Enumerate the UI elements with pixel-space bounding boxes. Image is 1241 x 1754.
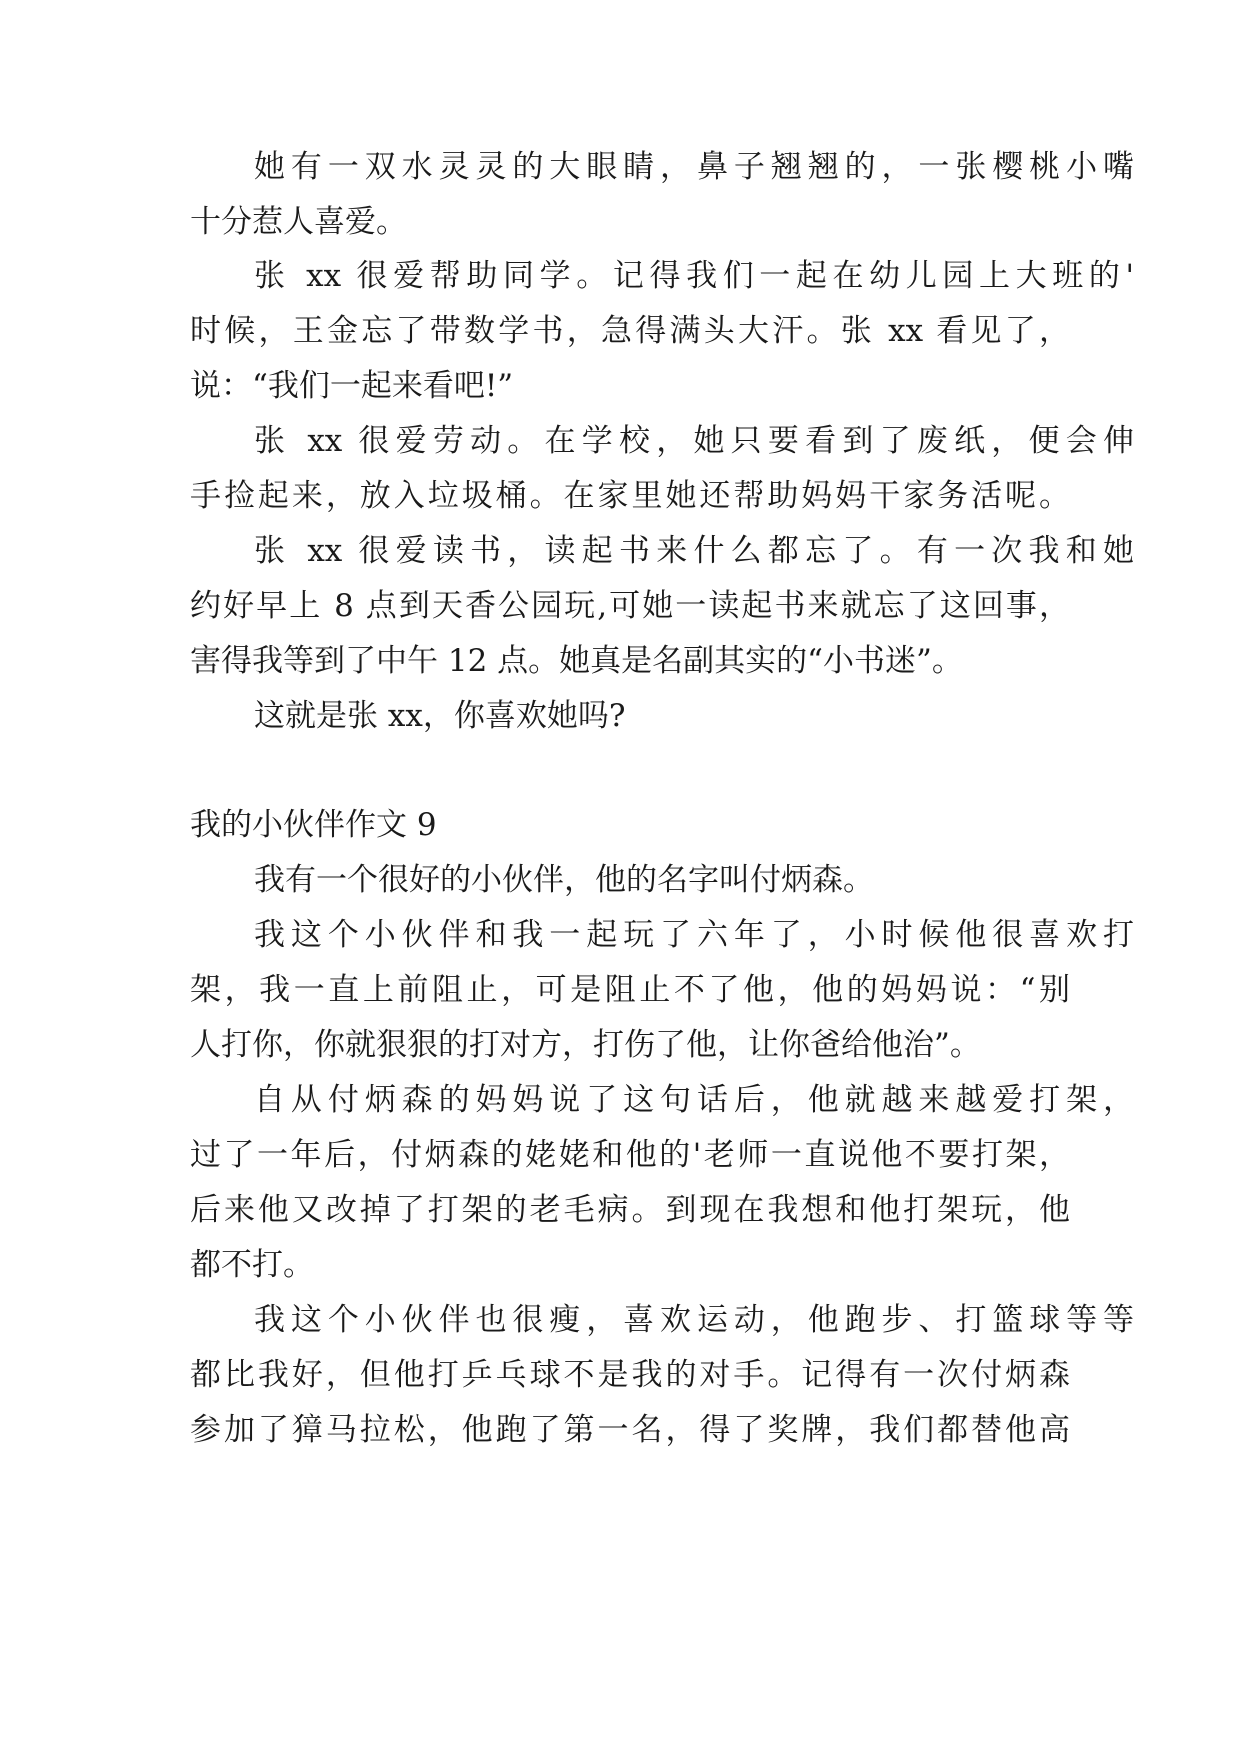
paragraph-line: 架，我一直上前阻止，可是阻止不了他，他的妈妈说：“别 [190,972,1070,1008]
paragraph-line: 过了一年后，付炳森的姥姥和他的'老师一直说他不要打架， [190,1137,1070,1173]
paragraph-line: 说：“我们一起来看吧!” [190,368,514,404]
paragraph-line: 人打你，你就狠狠的打对方，打伤了他，让你爸给他治”。 [190,1027,981,1063]
paragraph-line: 都不打。 [190,1247,314,1283]
paragraph-line: 手捡起来，放入垃圾桶。在家里她还帮助妈妈干家务活呢。 [190,478,1070,514]
paragraph-line: 十分惹人喜爱。 [190,204,407,240]
paragraph-line: 害得我等到了中午 12 点。她真是名副其实的“小书迷”。 [190,643,963,679]
paragraph-line: 时候，王金忘了带数学书，急得满头大汗。张 xx 看见了， [190,313,1070,349]
paragraph-line: 都比我好，但他打乒乓球不是我的对手。记得有一次付炳森 [190,1357,1070,1393]
paragraph-line: 约好早上 8 点到天香公园玩,可她一读起书来就忘了这回事， [190,588,1070,624]
paragraph-line: 张 xx 很爱帮助同学。记得我们一起在幼儿园上大班的' [254,258,1134,294]
paragraph-line: 张 xx 很爱劳动。在学校，她只要看到了废纸，便会伸 [254,423,1134,459]
paragraph-line: 我有一个很好的小伙伴，他的名字叫付炳森。 [254,862,874,898]
paragraph-line: 自从付炳森的妈妈说了这句话后，他就越来越爱打架， [254,1082,1134,1118]
section-heading: 我的小伙伴作文 9 [190,807,437,843]
paragraph-line: 我这个小伙伴也很瘦，喜欢运动，他跑步、打篮球等等 [254,1302,1134,1338]
paragraph-line: 张 xx 很爱读书，读起书来什么都忘了。有一次我和她 [254,533,1134,569]
paragraph-line: 我这个小伙伴和我一起玩了六年了，小时候他很喜欢打 [254,917,1134,953]
paragraph-line: 后来他又改掉了打架的老毛病。到现在我想和他打架玩，他 [190,1192,1070,1228]
paragraph-line: 她有一双水灵灵的大眼睛，鼻子翘翘的，一张樱桃小嘴 [254,149,1134,185]
paragraph-line: 参加了獐马拉松，他跑了第一名，得了奖牌，我们都替他高 [190,1412,1070,1448]
paragraph-line: 这就是张 xx，你喜欢她吗? [254,698,626,734]
